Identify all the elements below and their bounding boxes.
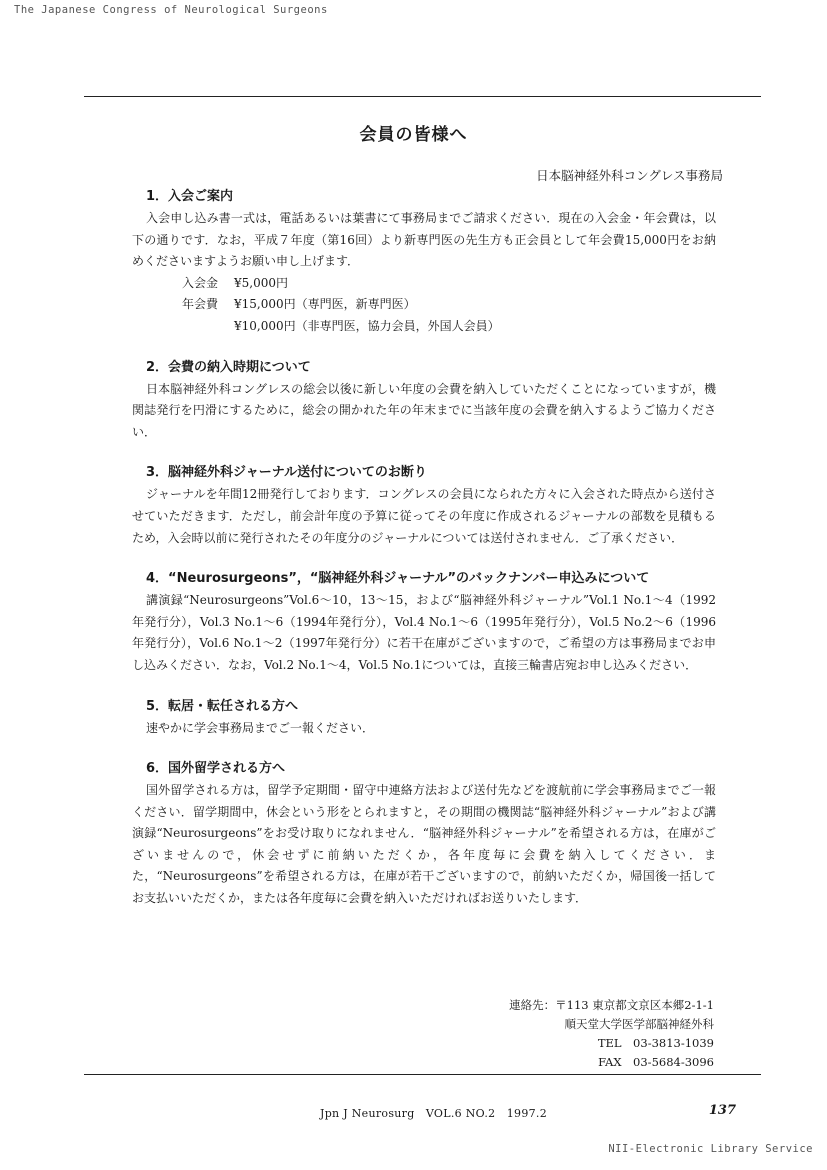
fee-value: ¥5,000円 bbox=[234, 275, 288, 290]
section-back-numbers bbox=[132, 570, 716, 676]
section-membership bbox=[132, 188, 716, 338]
section-heading: 1．入会ご案内 bbox=[146, 189, 234, 204]
fee-label: 入会金 bbox=[182, 275, 219, 290]
section-journal-delivery bbox=[132, 464, 716, 549]
page-title: 会員の皆様へ bbox=[359, 125, 468, 145]
fee-value: ¥15,000円（専門医，新専門医） bbox=[234, 297, 416, 312]
fee-row bbox=[132, 273, 716, 295]
section-paragraph: ジャーナルを年間12冊発行しております．コングレスの会員になられた方々に入会された時点から送付させていただきます．ただし，前会計年度の予算に従ってその年度に作成されるジャーナルの部数を見積もるため，入会時以前に発行されたその年度分のジャーナルについては送付されません．ご了承ください． bbox=[132, 487, 716, 545]
section-study-abroad bbox=[132, 760, 716, 910]
contact-fax: FAX 03-5684-3096 bbox=[598, 1055, 714, 1069]
fee-label: 年会費 bbox=[182, 297, 219, 312]
section-heading: 3．脳神経外科ジャーナル送付についてのお断り bbox=[146, 465, 427, 481]
section-paragraph: 国外留学される方は，留学予定期間・留守中連絡方法および送付先などを渡航前に学会事務局までご一報ください．留学期間中，休会という形をとられますと，その期間の機関誌“脳神経外科ジャーナル”および講演録“Neurosurgeons”をお受け取りになれません．“脳神経外科ジャーナル”を希望される方は，在庫がございませんので，休会せずに前納いただくか，各年度毎に会費を納入してください．また，“Neurosurgeons”を希望される方は，在庫が若干ございますので，前納いただくか，帰国後一括してお支払いいただくか，または各年度毎に会費を納入いただければお送りいたします． bbox=[132, 783, 716, 906]
section-paragraph: 入会申し込み書一式は，電話あるいは葉書にて事務局までご請求ください．現在の入会金・年会費は，以下の通りです．なお，平成７年度（第16回）より新専門医の先生方も正会員として年会費15,000円をお納めくださいますようお願い申し上げます． bbox=[132, 211, 716, 269]
fee-value: ¥10,000円（非専門医，協力会員，外国人会員） bbox=[234, 318, 500, 333]
section-heading: 6．国外留学される方へ bbox=[146, 761, 286, 777]
bottom-rule bbox=[84, 1074, 761, 1075]
top-rule bbox=[84, 96, 761, 97]
fee-label bbox=[132, 316, 234, 338]
contact-department: 順天堂大学医学部脳神経外科 bbox=[564, 1017, 714, 1031]
fee-row bbox=[132, 294, 716, 316]
contact-tel: TEL 03-3813-1039 bbox=[597, 1036, 714, 1050]
section-heading: 2．会費の納入時期について bbox=[146, 359, 311, 375]
contact-block bbox=[509, 996, 714, 1072]
section-paragraph: 速やかに学会事務局までご一報ください． bbox=[146, 720, 375, 735]
fee-row bbox=[132, 316, 716, 338]
section-paragraph: 講演録“Neurosurgeons”Vol.6～10，13～15，および“脳神経外科ジャーナル”Vol.1 No.1～4（1992年発行分），Vol.3 No.1～6（1994年発行分），Vol.4 No.1～6（1995年発行分），Vol.5 No.2～6（1996年発行分），Vol.6 No.1～2（1997年発行分）に若干在庫がございますので，ご希望の方は事務局までお申し込みください．なお，Vol.2 No.1～4，Vol.5 No.1については，直接三輪書店宛お申し込みください． bbox=[132, 593, 716, 672]
library-service-footer: NII-Electronic Library Service bbox=[608, 1143, 813, 1155]
fee-list bbox=[132, 273, 716, 338]
page-number: 137 bbox=[708, 1103, 736, 1118]
office-name: 日本脳神経外科コングレス事務局 bbox=[536, 168, 723, 183]
section-payment-timing bbox=[132, 359, 716, 444]
contact-address: 連絡先：〒113 東京都文京区本郷2-1-1 bbox=[509, 998, 714, 1012]
section-heading: 5．転居・転任される方へ bbox=[146, 698, 299, 714]
running-header: The Japanese Congress of Neurological Surgeons bbox=[14, 4, 328, 16]
section-heading: 4．“Neurosurgeons”，“脳神経外科ジャーナル”のバックナンバー申込みについて bbox=[146, 571, 650, 587]
section-paragraph: 日本脳神経外科コングレスの総会以後に新しい年度の会費を納入していただくことになっていますが，機関誌発行を円滑にするために，総会の開かれた年の年末までに当該年度の会費を納入するようご協力ください． bbox=[132, 381, 716, 439]
section-relocation bbox=[132, 698, 716, 740]
notice-body bbox=[132, 188, 716, 910]
journal-citation: Jpn J Neurosurg VOL.6 NO.2 1997.2 bbox=[320, 1107, 548, 1120]
